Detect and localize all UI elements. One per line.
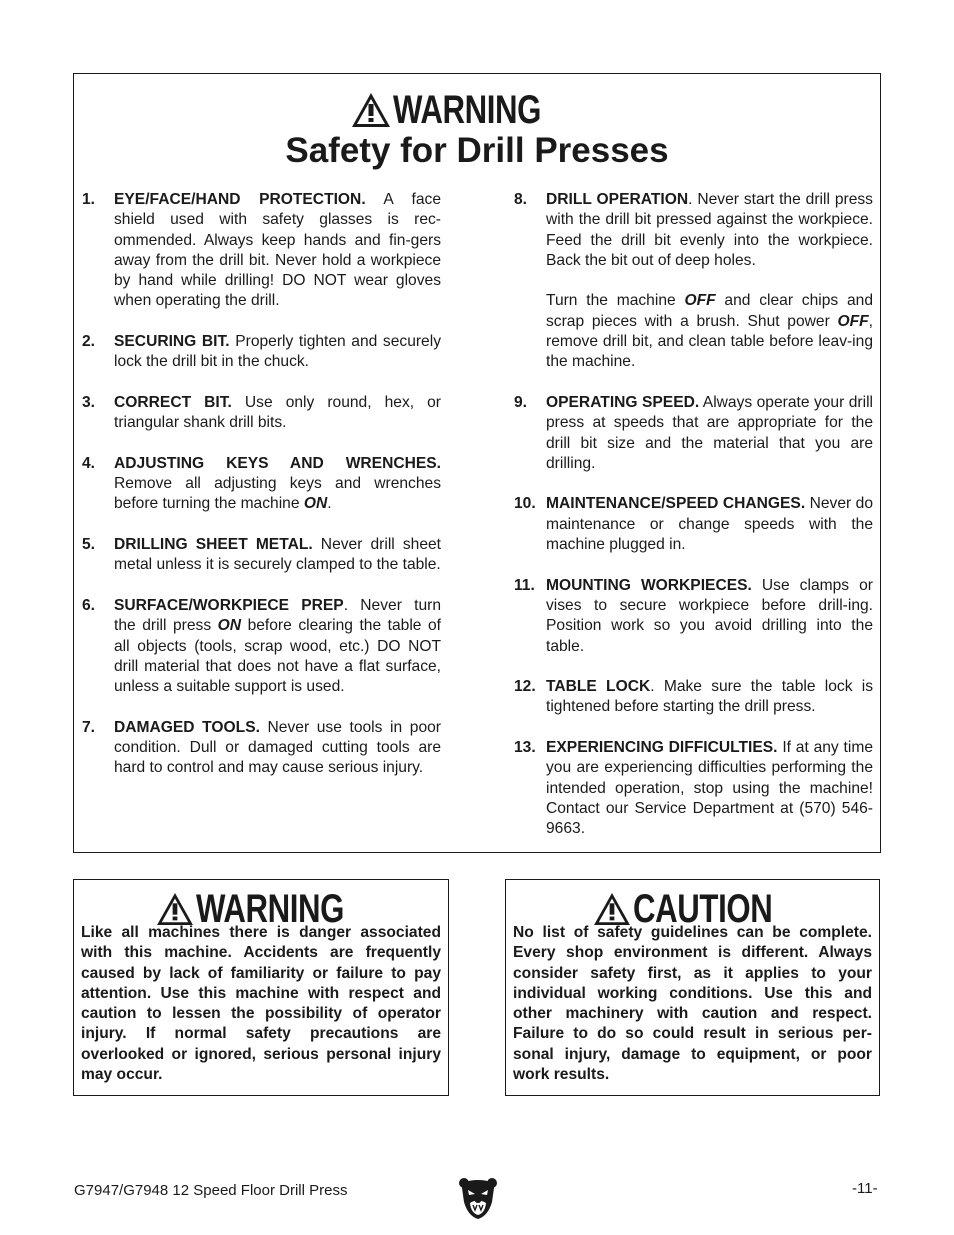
item-heading: TABLE LOCK [546,678,651,696]
list-item: 8. DRILL OPERATION. Never start the drill press with the drill bit pressed against the workpiece. Feed the drill bit evenly into the workpiece. Back the bit out of deep holes. Turn the machine OFF and clear chips and scrap pieces with a brush. Shut power OFF, remove drill bit, and clean table before leav-ing the machine. [514,190,873,373]
list-item: 10. MAINTENANCE/SPEED CHANGES. Never do maintenance or change speeds with the machine plugged in. [514,495,873,554]
item-heading: MAINTENANCE/SPEED CHANGES. [546,495,806,513]
item-heading: DAMAGED TOOLS. [114,718,260,736]
warning-text: Like all machines there is danger associated with this machine. Accidents are frequently caused by lack of familiarity or failure to pay attention. Use this machine with respect and caution to lessen the possibility of operator injury. If normal safety precautions are overlooked or ignored, serious personal injury may occur. [81,924,441,1084]
page-number: -11- [852,1180,878,1197]
item-heading: SURFACE/WORKPIECE PREP [114,596,344,614]
footer-model-text: G7947/G7948 12 Speed Floor Drill Press [74,1182,348,1199]
list-item: 9. OPERATING SPEED. Always operate your drill press at speeds that are appropriate for the drill bit size and the material that you are drilling. [514,393,874,472]
list-item: 5. DRILLING SHEET METAL. Never drill sheet metal unless it is securely clamped to the table. [82,536,441,574]
warning-triangle-icon [156,892,194,926]
list-item: 7. DAMAGED TOOLS. Never use tools in poor condition. Dull or damaged cutting tools are hard to control and may cause serious injury. [82,718,441,777]
list-item: 12. TABLE LOCK. Make sure the table lock is tightened before starting the drill press. [514,678,874,716]
signal-word: WARNING [393,88,542,132]
bear-head-icon [458,1176,498,1220]
item-heading: DRILL OPERATION [546,191,689,208]
list-item: 2. SECURING BIT. Properly tighten and securely lock the drill bit in the chuck. [82,333,441,371]
item-heading: EYE/FACE/HAND PROTECTION. [114,191,366,208]
list-item: 3. CORRECT BIT. Use only round, hex, or triangular shank drill bits. [82,393,441,432]
item-heading: DRILLING SHEET METAL. [114,536,313,554]
warning-signal-header [74,88,880,132]
signal-word: CAUTION [632,887,772,931]
warning-notice-box [73,879,449,1096]
safety-list-left [82,190,441,799]
signal-word: WARNING [196,887,345,931]
item-heading: CORRECT BIT. [114,393,232,411]
caution-triangle-icon [593,892,631,926]
caution-notice-box [505,879,880,1096]
page-title: Safety for Drill Presses [285,131,669,170]
list-item: 13. EXPERIENCING DIFFICULTIES. If at any time you are experiencing difficulties performing the intended operation, stop using the machine! Contact our Service Department at (570) 546-9663. [514,739,873,838]
list-item: 1. EYE/FACE/HAND PROTECTION. A face shield used with safety glasses is rec-ommended. Always keep hands and fin-gers away from the drill bit. Never hold a workpiece by hand while drilling! DO NOT wear gloves when operating the drill. [82,191,441,310]
item-heading: MOUNTING WORKPIECES. [546,576,752,594]
item-heading: SECURING BIT. [114,333,230,351]
item-heading: EXPERIENCING DIFFICULTIES. [546,739,778,757]
item-paragraph: Turn the machine OFF and clear chips and scrap pieces with a brush. Shut power OFF, remove drill bit, and clean table before leav-ing the machine. [546,292,873,371]
list-item: 4. ADJUSTING KEYS AND WRENCHES. Remove all adjusting keys and wrenches before turning the machine ON. [82,454,441,513]
safety-list-right [514,190,873,860]
list-item: 11. MOUNTING WORKPIECES. Use clamps or vises to secure workpiece before drill-ing. Position work so you avoid drilling into the table. [514,576,873,655]
list-item: 6. SURFACE/WORKPIECE PREP. Never turn the drill press ON before clearing the table of all objects (tools, scrap wood, etc.) DO NOT drill material that does not have a flat surface, unless a suitable support is used. [82,596,441,696]
warning-triangle-icon [351,92,391,128]
item-heading: ADJUSTING KEYS AND WRENCHES. [114,454,441,472]
item-heading: OPERATING SPEED. [546,393,700,411]
caution-text: No list of safety guidelines can be complete. Every shop environment is different. Always consider safety first, as it applies to your individual working conditions. Use this and other machinery with caution and respect. Failure to do so could result in serious per-sonal injury, damage to equipment, or poor work results. [513,924,872,1084]
